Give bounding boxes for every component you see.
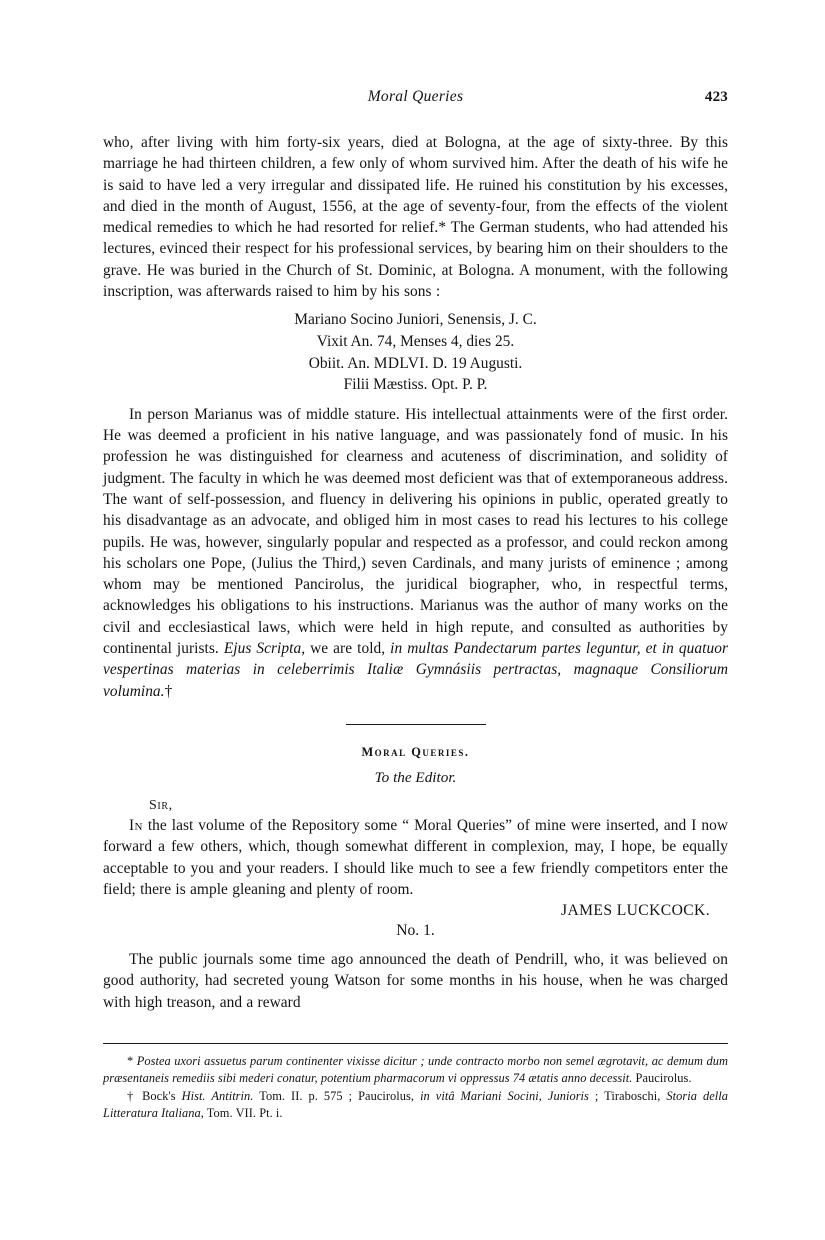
inscription-line-3	[103, 353, 728, 375]
footnote-2-work-title-bock: Hist. Antitrin.	[181, 1089, 254, 1104]
footnote-separator-rule	[103, 1043, 728, 1044]
query-number-heading: No. 1.	[396, 922, 435, 940]
paragraph-biography-continued: who, after living with him forty-six years, died at Bologna, at the age of sixty-three. By this marriage he had thirteen children, a few only of whom survived him. After the death of his wife he is said to have led a very irregular and dissipated life. He ruined his constitution by his excesses, and died in the month of August, 1556, at the age of seventy-four, from the effects of the violent medical remedies to which he had resorted for relief.* The German students, who had attended his lectures, evinced their respect for his professional services, by bearing him on their shoulders to the grave. He was buried in the Church of St. Dominic, at Bologna. A monument, with the following inscription, was afterwards raised to him by his sons :	[103, 134, 728, 301]
letter-opening-smallcaps: In	[129, 816, 143, 834]
footnote-2-segment-3: Tom. II. p. 575 ; Paucirolus,	[253, 1089, 421, 1104]
paragraph-text-roman-part-2: , we are told,	[301, 640, 391, 658]
paragraph-letter-body	[103, 815, 728, 900]
footnote-section	[103, 1043, 728, 1121]
footnote-marker-asterisk: *	[127, 1054, 134, 1068]
footnote-marker-dagger-note: †	[127, 1089, 137, 1104]
footnote-marker-dagger: †	[164, 682, 173, 700]
footnote-2-segment-5: ; Tiraboschi,	[588, 1089, 667, 1104]
page-text-column	[103, 88, 728, 1013]
page-number: 423	[704, 89, 728, 105]
section-divider-rule	[346, 724, 486, 725]
footnote-2-work-title-tiraboschi: Storia della Litteratura Italiana	[103, 1089, 728, 1120]
paragraph-query-one: The public journals some time ago announced the death of Pendrill, who, it was believed on good authority, had secreted young Watson for some months in his house, when he was charged with high treason, and a reward	[103, 951, 728, 1011]
inscription-line-3-prefix: Obiit. An.	[308, 354, 374, 372]
article-subtitle: To the Editor.	[374, 768, 457, 786]
footnote-asterisk	[103, 1053, 728, 1086]
monument-inscription	[103, 309, 728, 395]
running-header	[103, 88, 728, 118]
footnote-dagger	[103, 1088, 728, 1121]
footnote-2-segment-1: Bock's	[136, 1089, 182, 1104]
inscription-line-1: Mariano Socino Juniori, Senensis, J. C.	[294, 311, 537, 329]
footnote-1-latin-text: Postea uxori assuetus parum continenter vixisse dicitur ; unde contracto morbo non semel ægrotavit, ac demum dum præsentaneis remediis sibi mederi conatur, potentium pharmacorum vi oppressus 74 ætatis anno decessit.	[103, 1054, 728, 1085]
letter-signature: JAMES LUCKCOCK.	[561, 902, 710, 920]
latin-title-ejus-scripta: Ejus Scripta	[223, 640, 302, 658]
footnote-1-attribution: Paucirolus.	[632, 1070, 692, 1085]
running-head-title: Moral Queries	[367, 88, 464, 105]
inscription-line-2: Vixit An. 74, Menses 4, dies 25.	[316, 332, 515, 350]
latin-quotation: in multas Pandectarum partes leguntur, et in quatuor vespertinas materias in celeberrimis Italiæ Gymnásiis pertractas, magnaque Consiliorum volumina.	[103, 640, 728, 700]
letter-salutation: Sir,	[149, 797, 173, 813]
inscription-line-4: Filii Mæstiss. Opt. P. P.	[343, 376, 488, 394]
paragraph-text-roman-part-1: In person Marianus was of middle stature. His intellectual attainments were of the first order. He was deemed a proficient in his native language, and was passionately fond of music. In his profession he was distinguished for clearness and acuteness of discrimination, and solidity of judgment. The faculty in which he was deemed most deficient was that of extemporaneous address. The want of self-possession, and fluency in delivering his opinions in public, operated greatly to his disadvantage as an advocate, and obliged him in most cases to read his lectures to his college pupils. He was, however, singularly popular and respected as a professor, and could reckon among his scholars one Pope, (Julius the Third,) seven Cardinals, and many jurists of eminence ; among whom may be mentioned Pancirolus, the juridical biographer, who, in respectful terms, acknowledges his obligations to his instructions. Marianus was the author of many works on the civil and ecclesiastical laws, which were held in high repute, and consulted as authorities by continental jurists.	[103, 405, 728, 658]
article-title: Moral Queries.	[361, 744, 470, 759]
footnote-2-segment-7: , Tom. VII. Pt. i.	[200, 1105, 283, 1120]
inscription-roman-numeral: MDLVI	[373, 354, 425, 372]
footnote-2-latin-phrase: in vitâ Mariani Socini, Junioris	[420, 1089, 589, 1104]
letter-body-text: the last volume of the Repository some “ Moral Queries” of mine were inserted, and I now forward a few others, which, though somewhat different in complexion, may, I hope, be equally acceptable to you and your readers. I should like much to see a few friendly competitors enter the field; there is ample gleaning and plenty of room.	[103, 816, 728, 898]
paragraph-character-description	[103, 404, 728, 702]
inscription-line-3-suffix: . D. 19 Augusti.	[424, 354, 523, 372]
